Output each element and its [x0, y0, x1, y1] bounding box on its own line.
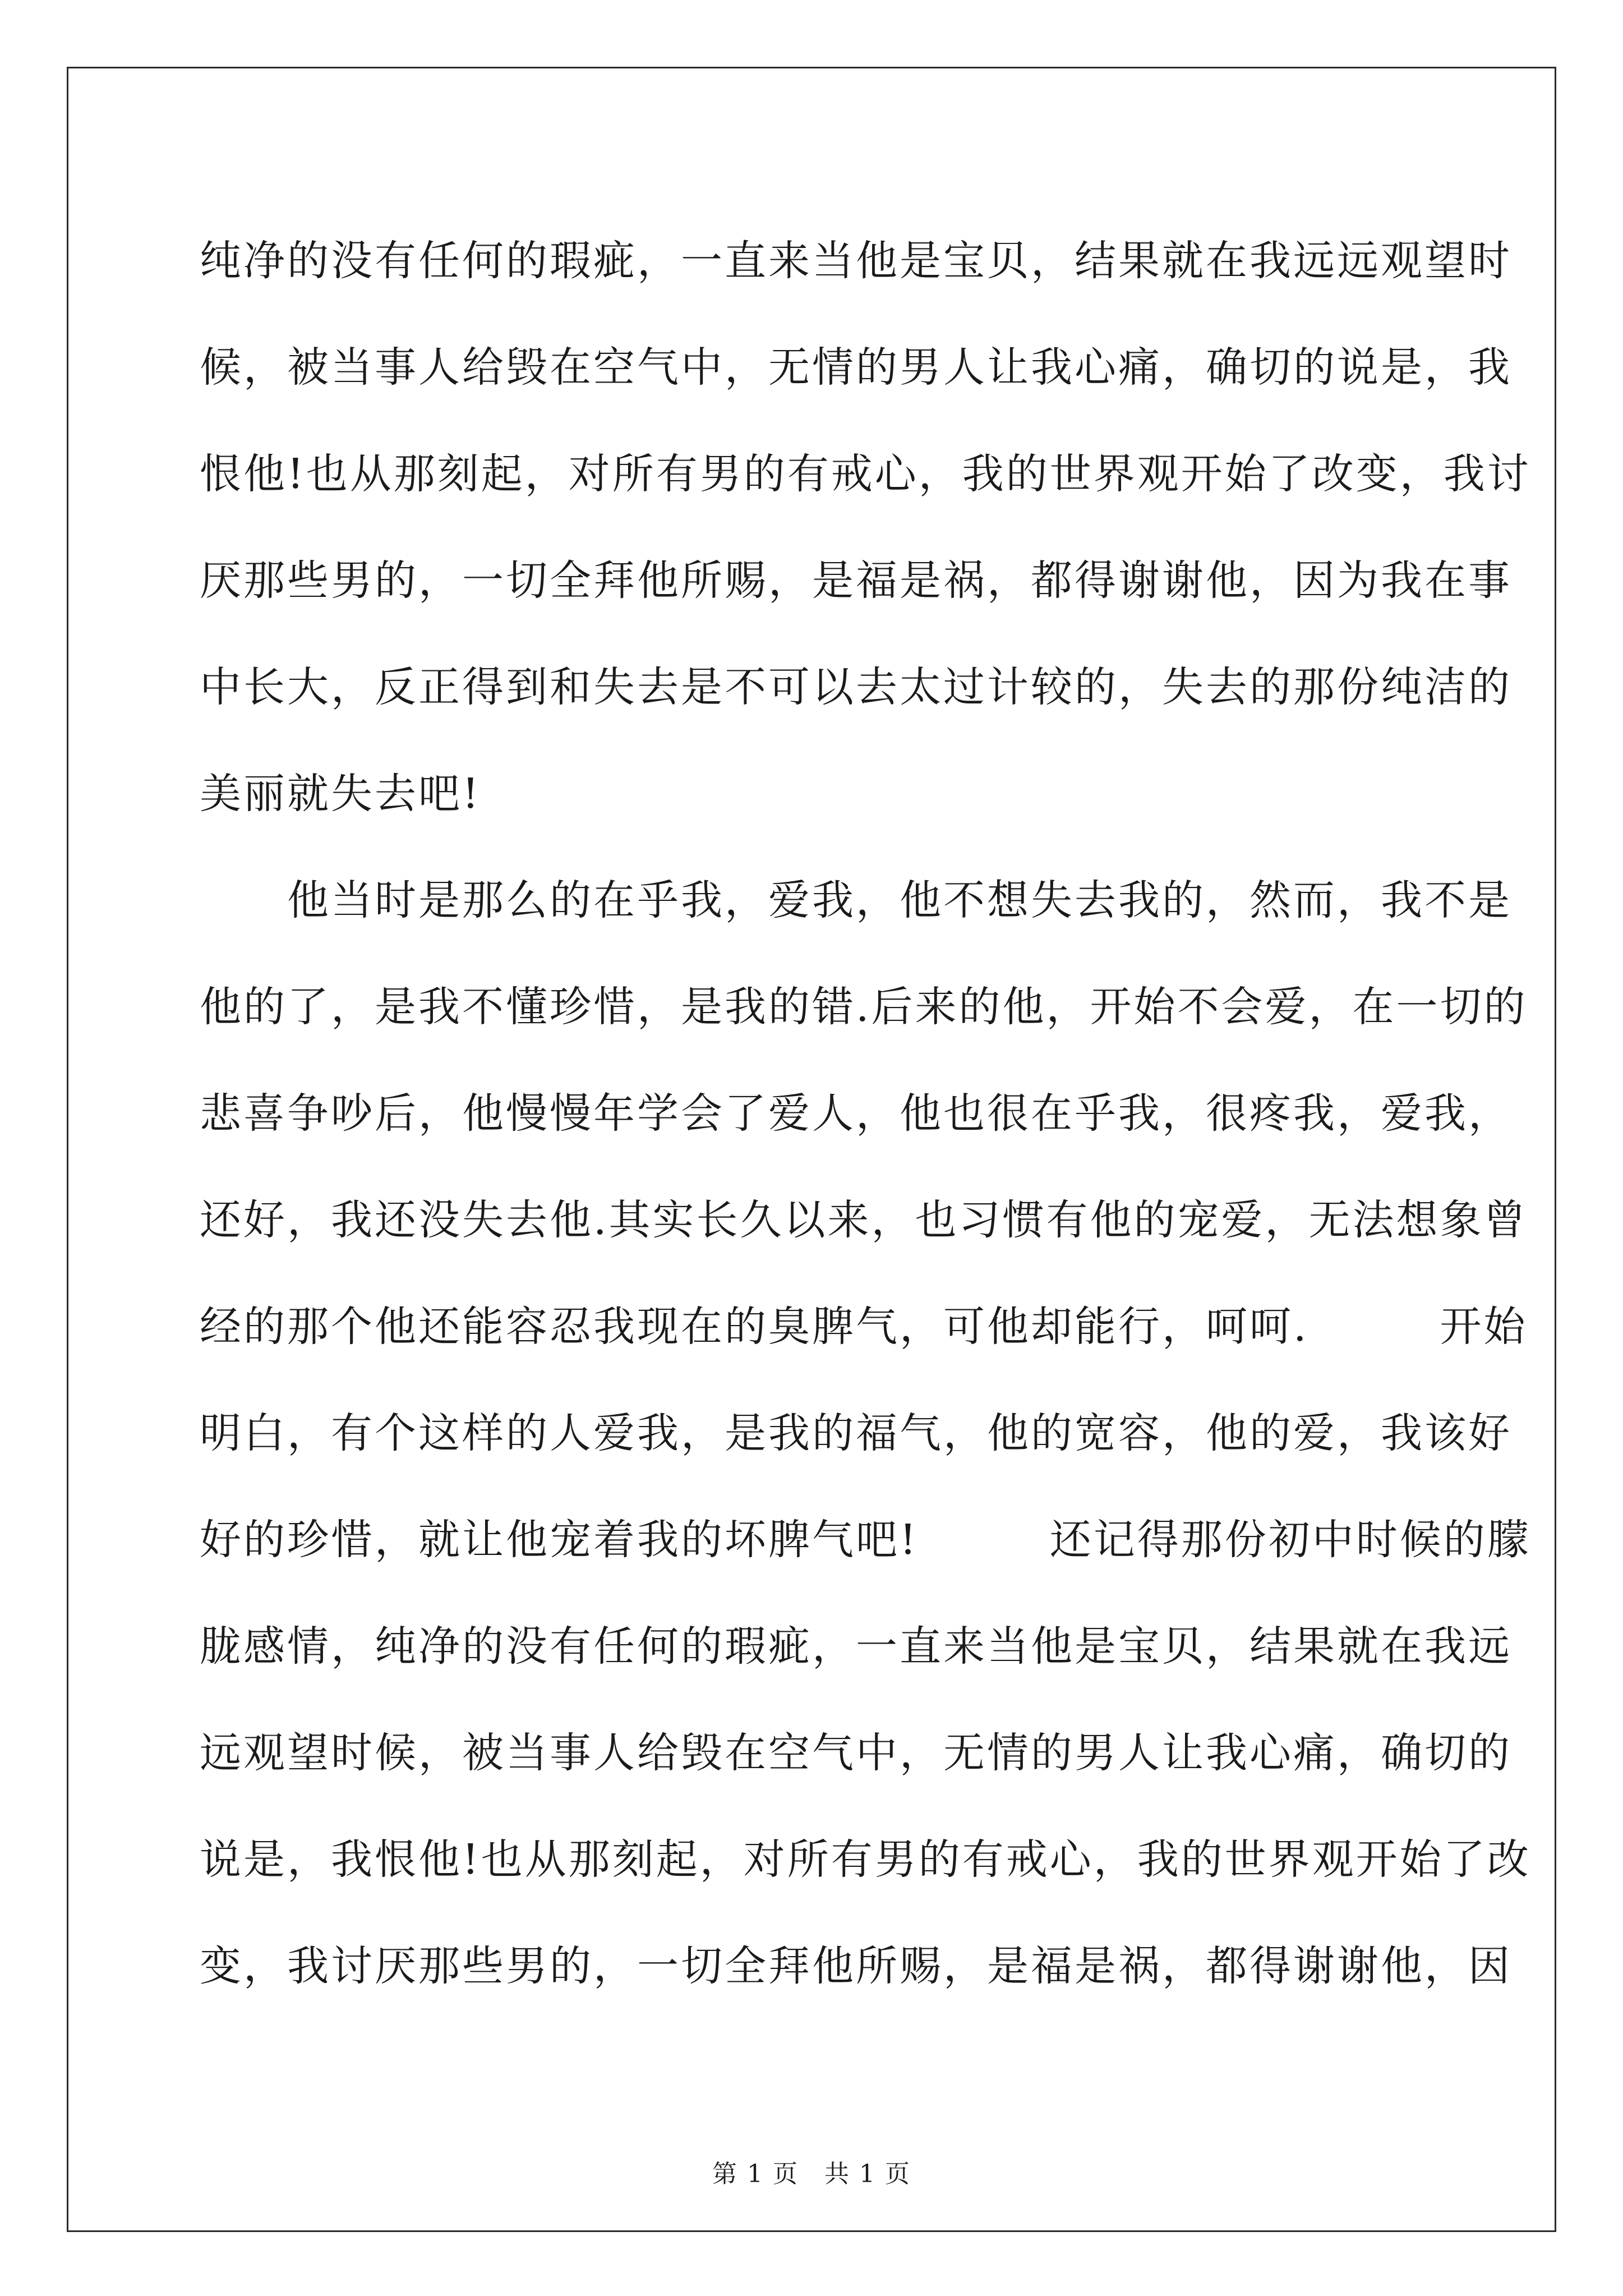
text-line: 他当时是那么的在乎我，爱我，他不想失去我的，然而，我不是: [200, 876, 1512, 924]
document-body: [200, 208, 1531, 2019]
text-line: 纯净的没有任何的瑕疵，一直来当他是宝贝，结果就在我远远观望时: [200, 237, 1512, 285]
text-line: 说是，我恨他!也从那刻起，对所有男的有戒心，我的世界观开始了改: [200, 1835, 1531, 1884]
text-line: 还好，我还没失去他.其实长久以来，也习惯有他的宠爱，无法想象曾: [200, 1196, 1528, 1244]
text-line: 悲喜争吵后，他慢慢年学会了爱人，他也很在乎我，很疼我，爱我，: [200, 1089, 1512, 1138]
text-line: 中长大，反正得到和失去是不可以去太过计较的，失去的那份纯洁的: [200, 663, 1512, 711]
text-line: 好的珍惜，就让他宠着我的坏脾气吧! 还记得那份初中时候的朦: [200, 1516, 1531, 1564]
text-line: 他的了，是我不懂珍惜，是我的错.后来的他，开始不会爱，在一切的: [200, 983, 1528, 1031]
text-line: 恨他!也从那刻起，对所有男的有戒心，我的世界观开始了改变，我讨: [200, 450, 1531, 498]
text-line: 经的那个他还能容忍我现在的臭脾气，可他却能行，呵呵. 开始: [200, 1303, 1528, 1351]
text-line: 厌那些男的，一切全拜他所赐，是福是祸，都得谢谢他，因为我在事: [200, 556, 1512, 605]
text-line: 变，我讨厌那些男的，一切全拜他所赐，是福是祸，都得谢谢他，因: [200, 1942, 1512, 1990]
text-line: 远观望时候，被当事人给毁在空气中，无情的男人让我心痛，确切的: [200, 1729, 1512, 1777]
text-line: 明白，有个这样的人爱我，是我的福气，他的宽容，他的爱，我该好: [200, 1409, 1512, 1457]
text-line: 美丽就失去吧!: [200, 770, 481, 818]
page-number-footer: 第 1 页 共 1 页: [712, 2160, 911, 2188]
text-line: 胧感情，纯净的没有任何的瑕疵，一直来当他是宝贝，结果就在我远: [200, 1622, 1512, 1671]
text-line: 候，被当事人给毁在空气中，无情的男人让我心痛，确切的说是，我: [200, 343, 1512, 392]
